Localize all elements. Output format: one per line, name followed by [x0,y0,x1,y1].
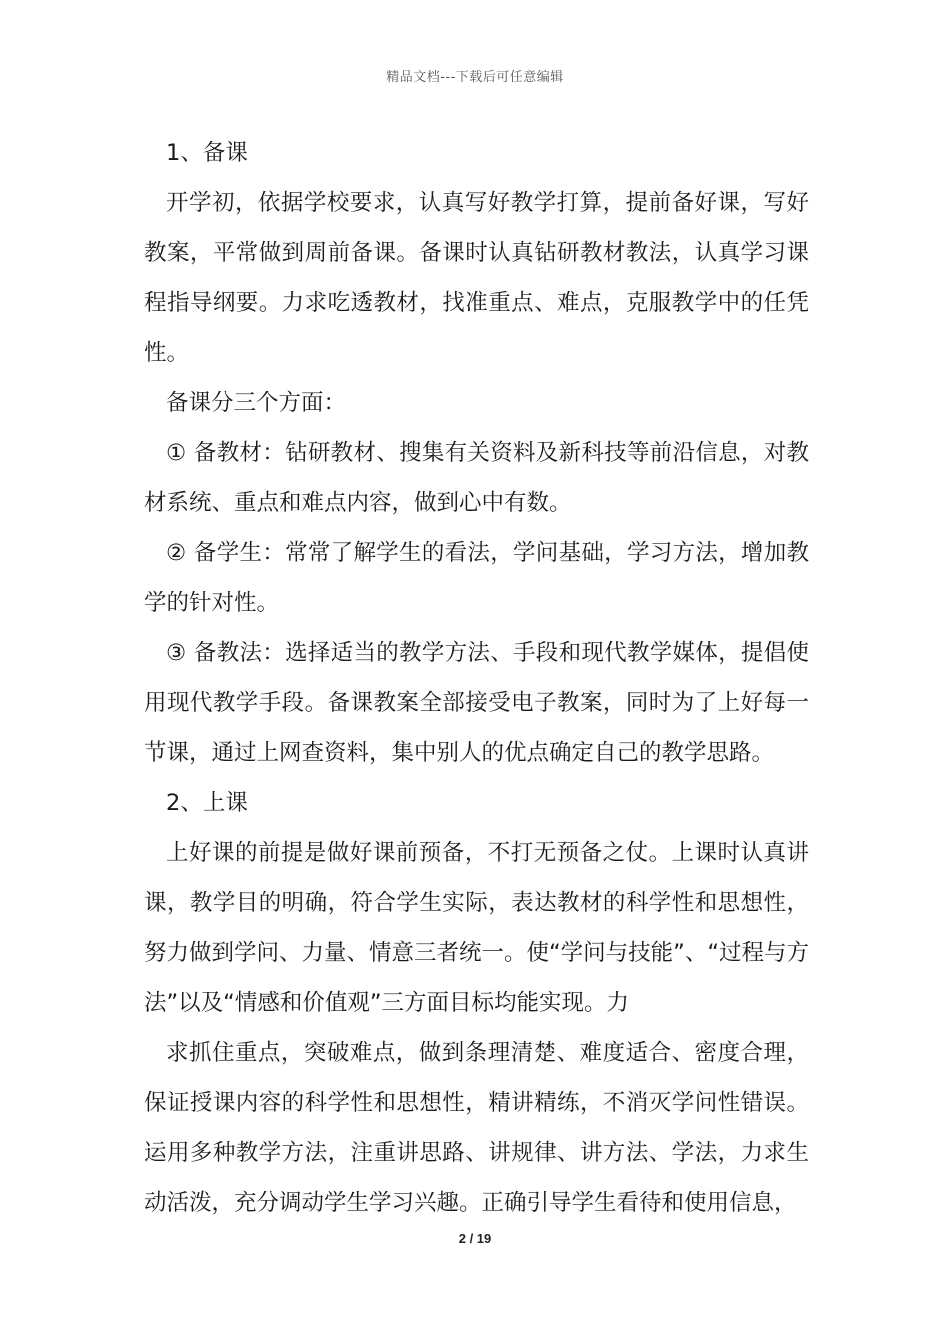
list-item-students: ② 备学生：常常了解学生的看法，学问基础，学习方法，增加教学的针对性。 [144,540,809,616]
page-number: 2 / 19 [458,1231,492,1246]
section-heading-prep: 1、备课 [166,140,248,166]
list-item-materials: ① 备教材：钻研教材、搜集有关资料及新科技等前沿信息，对教材系统、重点和难点内容，做到心中有数。 [144,440,809,516]
paragraph-class-intro: 上好课的前提是做好课前预备，不打无预备之仗。上课时认真讲课，教学目的明确，符合学生实际，表达教材的科学性和思想性，努力做到学问、力量、情意三者统一。使“学问与技能”、“过程与方法”以及“情感和价值观”三方面目标均能实现。力 [144,840,809,1016]
section-heading-class: 2、上课 [166,790,248,816]
page-header: 精品文档---下载后可任意编辑 [386,70,564,85]
paragraph-prep-aspects: 备课分三个方面： [166,390,347,416]
paragraph-class-continued: 求抓住重点，突破难点，做到条理清楚、难度适合、密度合理，保证授课内容的科学性和思想性，精讲精练，不消灭学问性错误。运用多种教学方法，注重讲思路、讲规律、讲方法、学法，力求生动活泼，充分调动学生学习兴趣。正确引导学生看待和使用信息， [144,1040,809,1216]
list-item-methods: ③ 备教法：选择适当的教学方法、手段和现代教学媒体，提倡使用现代教学手段。备课教案全部接受电子教案，同时为了上好每一节课，通过上网查资料，集中别人的优点确定自己的教学思路。 [144,640,809,766]
paragraph-prep-intro: 开学初，依据学校要求，认真写好教学打算，提前备好课，写好教案，平常做到周前备课。备课时认真钻研教材教法，认真学习课程指导纲要。力求吃透教材，找准重点、难点，克服教学中的任凭性。 [144,190,809,366]
document-body [144,128,809,1228]
